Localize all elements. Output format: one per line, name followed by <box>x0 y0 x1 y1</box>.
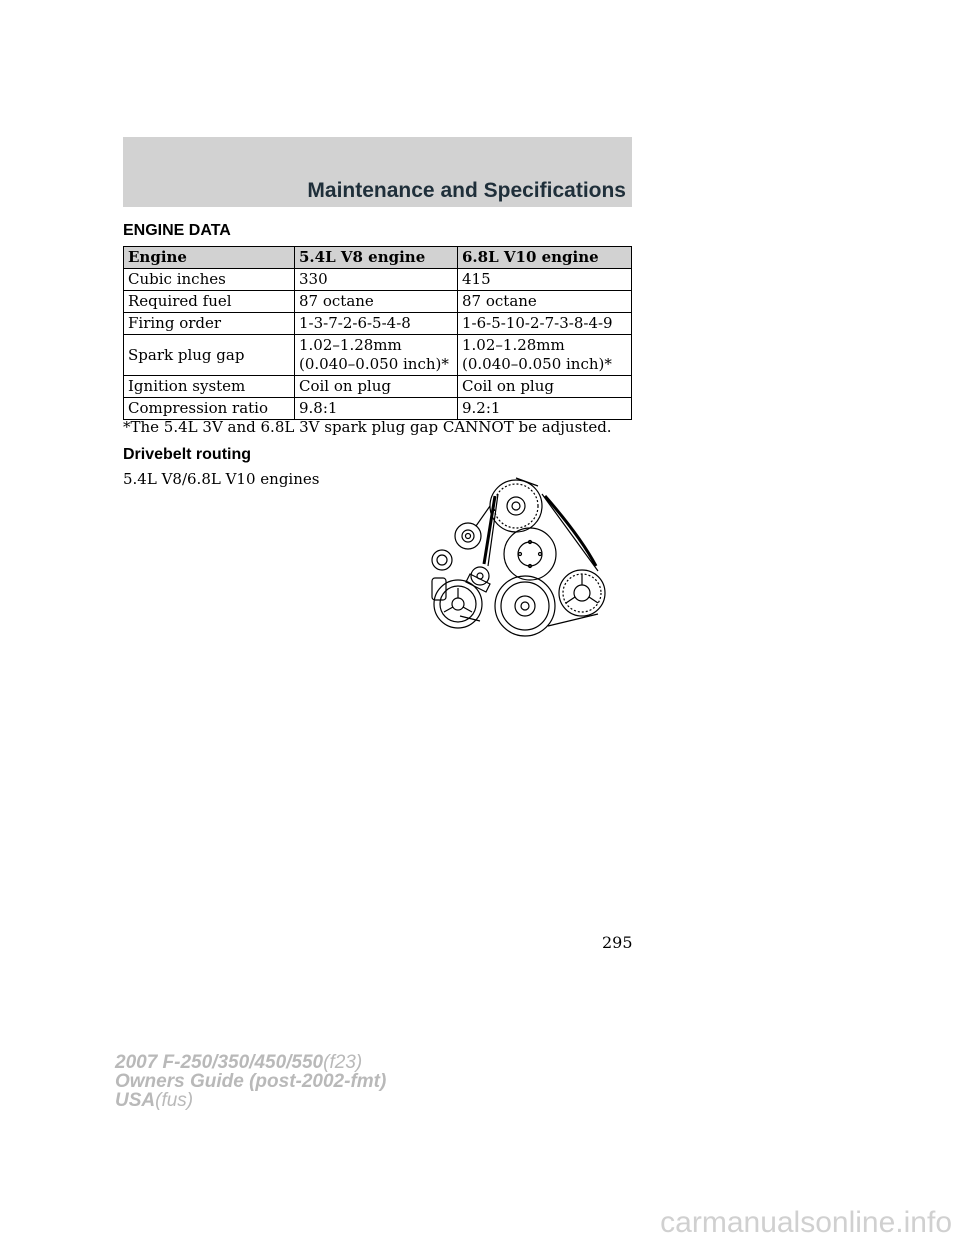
section-title: ENGINE DATA <box>123 222 231 239</box>
footer-model-code: (f23) <box>323 1052 363 1073</box>
gap-inch: (0.040–0.050 inch)* <box>462 355 612 373</box>
document-footer <box>115 1053 386 1110</box>
gap-mm: 1.02–1.28mm <box>299 336 402 354</box>
table-header-row <box>124 247 632 269</box>
table-cell <box>458 335 632 376</box>
table-cell: 87 octane <box>458 291 632 313</box>
table-cell: 9.8:1 <box>295 398 458 420</box>
footer-line-2: Owners Guide (post-2002-fmt) <box>115 1071 387 1092</box>
footer-model: 2007 F-250/350/450/550 <box>115 1052 324 1073</box>
table-cell: 330 <box>295 269 458 291</box>
table-cell: Coil on plug <box>458 376 632 398</box>
engine-data-table <box>123 246 632 420</box>
gap-mm: 1.02–1.28mm <box>462 336 565 354</box>
table-cell: 1-6-5-10-2-7-3-8-4-9 <box>458 313 632 335</box>
table-cell: Ignition system <box>124 376 295 398</box>
table-row <box>124 269 632 291</box>
footer-market-code: (fus) <box>155 1090 194 1111</box>
table-cell: 87 octane <box>295 291 458 313</box>
table-row <box>124 291 632 313</box>
table-cell <box>295 335 458 376</box>
table-cell: 9.2:1 <box>458 398 632 420</box>
watermark: carmanualsonline.info <box>660 1206 952 1239</box>
gap-inch: (0.040–0.050 inch)* <box>299 355 449 373</box>
drivebelt-routing-diagram <box>420 466 620 638</box>
footnote: *The 5.4L 3V and 6.8L 3V spark plug gap CANNOT be adjusted. <box>123 418 612 436</box>
drivebelt-caption: 5.4L V8/6.8L V10 engines <box>123 470 320 488</box>
column-header: Engine <box>124 247 295 269</box>
drivebelt-heading: Drivebelt routing <box>123 446 252 463</box>
table-cell: 1-3-7-2-6-5-4-8 <box>295 313 458 335</box>
footer-line-3 <box>115 1091 386 1110</box>
table-cell: 415 <box>458 269 632 291</box>
footer-market: USA <box>115 1090 156 1111</box>
table-cell: Firing order <box>124 313 295 335</box>
table-row <box>124 313 632 335</box>
column-header: 5.4L V8 engine <box>295 247 458 269</box>
table-row <box>124 376 632 398</box>
page-header-title: Maintenance and Specifications <box>307 179 626 202</box>
footer-line-1 <box>115 1053 386 1072</box>
table-cell: Cubic inches <box>124 269 295 291</box>
table-cell: Spark plug gap <box>124 335 295 376</box>
table-row <box>124 335 632 376</box>
page-number: 295 <box>602 933 633 952</box>
table-row <box>124 398 632 420</box>
table-cell: Coil on plug <box>295 376 458 398</box>
header-band <box>123 137 632 207</box>
table-cell: Required fuel <box>124 291 295 313</box>
table-cell: Compression ratio <box>124 398 295 420</box>
column-header: 6.8L V10 engine <box>458 247 632 269</box>
